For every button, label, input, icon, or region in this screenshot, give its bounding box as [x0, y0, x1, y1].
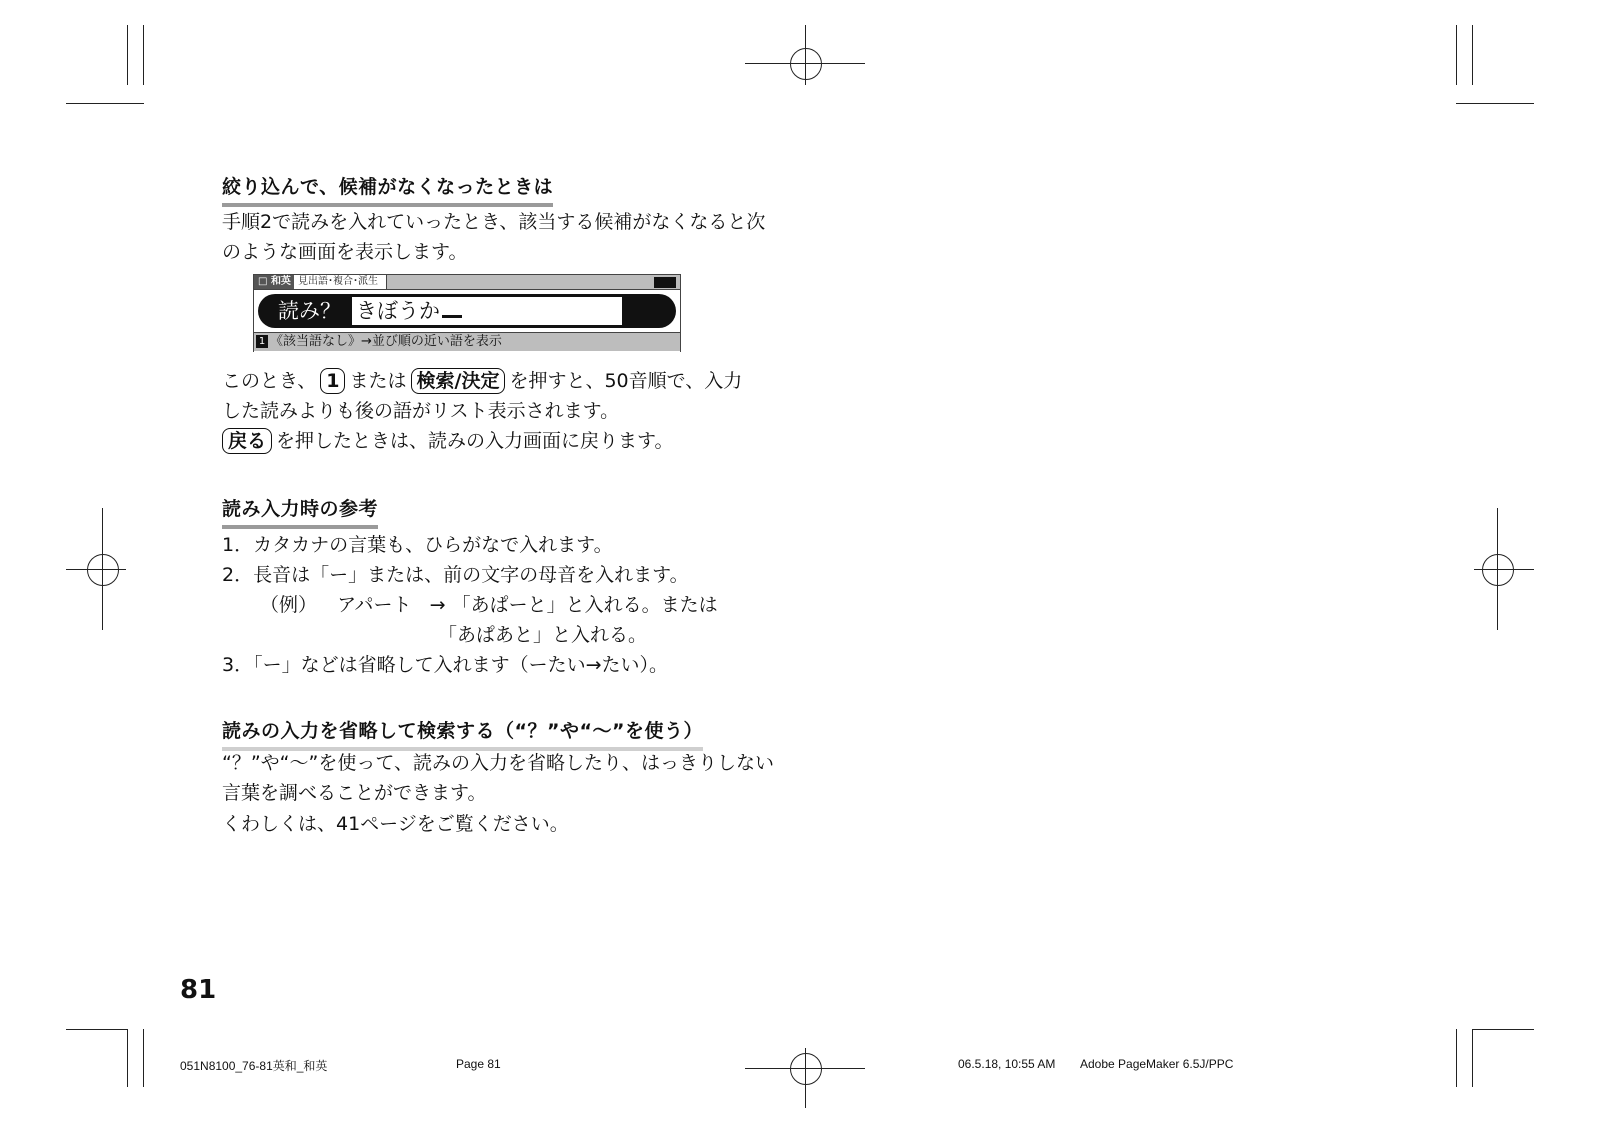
section-heading-reading-tips: 読み入力時の参考 [222, 494, 378, 529]
footer-application: Adobe PageMaker 6.5J/PPC [1080, 1057, 1234, 1071]
example-answer-1: 「あぱーと」と入れる。または [451, 594, 718, 616]
tab-waei: □ 和英 [254, 275, 295, 289]
instruction-text: を押すと、50音順で、入力 [509, 370, 743, 392]
example-answer-2: 「あぱあと」と入れる。 [438, 624, 648, 646]
tab-waei-label: 和英 [270, 276, 291, 287]
footer-filename: 051N8100_76-81英和_和英 [180, 1059, 328, 1073]
intro-line-1: 手順2で読みを入れていったとき、該当する候補がなくなると次 [222, 211, 766, 233]
status-message: 《該当語なし》→並び順の近い語を表示 [270, 334, 502, 349]
key-back: 戻る [222, 428, 272, 454]
page-number: 81 [180, 975, 217, 1005]
text-cursor-icon [442, 315, 462, 318]
key-one: 1 [320, 368, 345, 394]
wildcard-line-3: くわしくは、41ページをご覧ください。 [222, 813, 569, 835]
wildcard-line-1: “？”や“～”を使って、読みの入力を省略したり、はっきりしない [222, 752, 774, 774]
number-badge-icon: 1 [256, 335, 268, 348]
footer-timestamp: 06.5.18, 10:55 AM [958, 1057, 1056, 1071]
reading-input-field [352, 297, 622, 325]
example-label: （例） [260, 594, 318, 616]
instruction-text: を押したときは、読みの入力画面に戻ります。 [276, 430, 674, 452]
tip-item-3: 3．「ー」などは省略して入れます（ーたい→たい）。 [222, 654, 669, 676]
instruction-line-1 [222, 366, 742, 396]
arrow-icon: → [429, 594, 446, 616]
section-heading-wildcard-search: 読みの入力を省略して検索する（“？”や“～”を使う） [222, 716, 703, 751]
wildcard-line-2: 言葉を調べることができます。 [222, 782, 487, 804]
footer-page: Page 81 [456, 1057, 501, 1071]
screen-tab-bar [254, 274, 680, 290]
instruction-text: このとき、 [222, 370, 317, 392]
tip-item-2: 2．長音は「ー」または、前の文字の母音を入れます。 [222, 564, 689, 586]
screen-status-bar [254, 332, 680, 351]
reading-input-bar [258, 294, 676, 328]
intro-line-2: のような画面を表示します。 [222, 241, 468, 263]
reading-input-value: きぼうか [356, 299, 440, 323]
key-search-enter: 検索/決定 [411, 368, 506, 394]
instruction-line-3 [222, 426, 674, 456]
instruction-text: または [349, 370, 407, 392]
example-line [260, 590, 718, 620]
section-heading-no-candidates: 絞り込んで、候補がなくなったときは [222, 172, 553, 207]
tab-headword: 見出語･複合･派生 [294, 275, 387, 289]
instruction-line-2: した読みよりも後の語がリスト表示されます。 [222, 400, 620, 422]
device-screen-illustration [253, 274, 681, 352]
example-word: アパート [337, 594, 412, 616]
battery-icon [654, 277, 676, 288]
reading-prompt-label: 読み？ [278, 299, 341, 323]
tip-item-1: 1．カタカナの言葉も、ひらがなで入れます。 [222, 534, 613, 556]
